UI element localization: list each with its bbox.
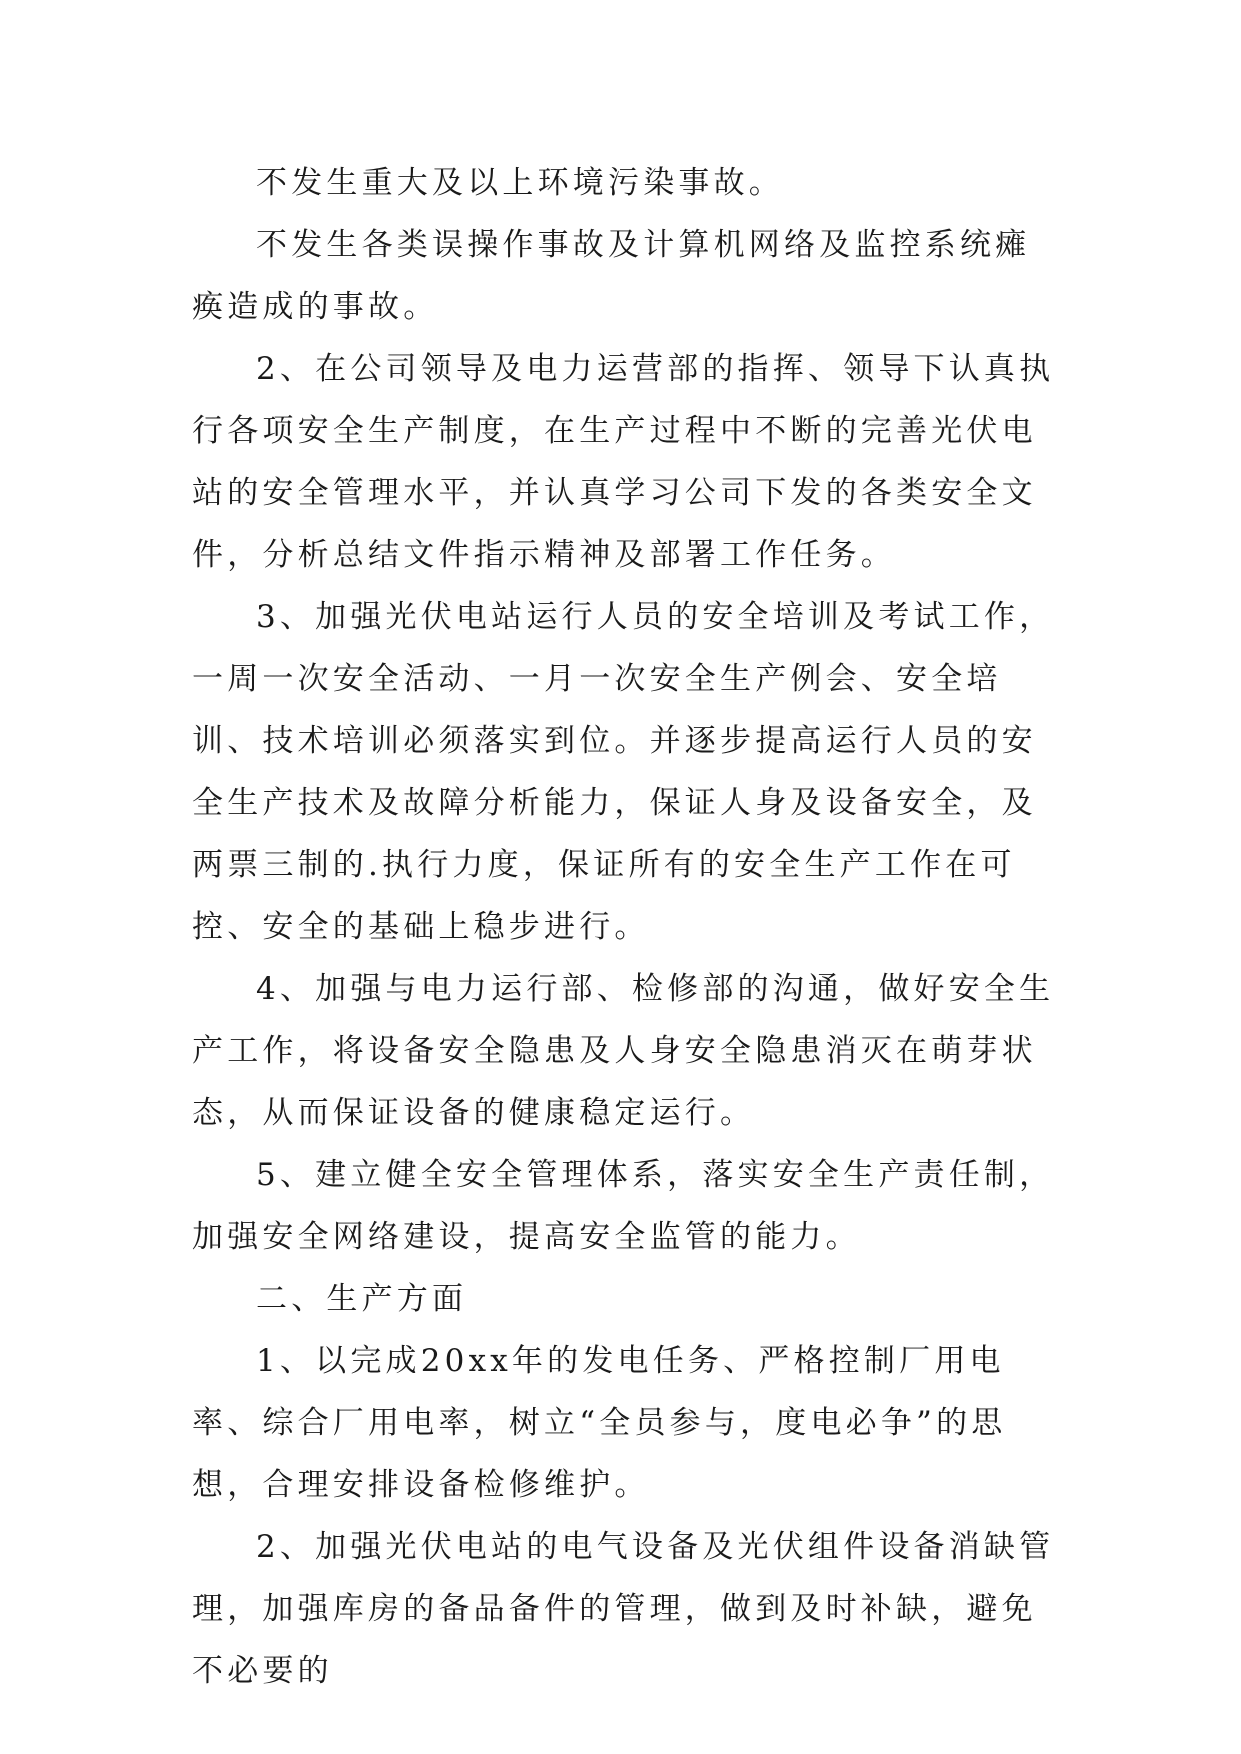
paragraph-1: 不发生重大及以上环境污染事故。 xyxy=(256,165,784,201)
section-heading-production: 二、生产方面 xyxy=(256,1281,468,1317)
paragraph-8: 2、加强光伏电站的电气设备及光伏组件设备消缺管理，加强库房的备品备件的管理，做到及时补缺，避免不必要的 xyxy=(192,1529,1055,1689)
paragraph-7: 1、以完成20xx年的发电任务、严格控制厂用电率、综合厂用电率，树立“全员参与，度电必争”的思想，合理安排设备检修维护。 xyxy=(192,1343,1007,1503)
paragraph-3: 2、在公司领导及电力运营部的指挥、领导下认真执行各项安全生产制度，在生产过程中不断的完善光伏电站的安全管理水平，并认真学习公司下发的各类安全文件，分析总结文件指示精神及部署工作任务。 xyxy=(192,351,1055,573)
paragraph-5: 4、加强与电力运行部、检修部的沟通，做好安全生产工作，将设备安全隐患及人身安全隐患消灭在萌芽状态，从而保证设备的健康稳定运行。 xyxy=(192,971,1055,1131)
paragraph-4: 3、加强光伏电站运行人员的安全培训及考试工作，一周一次安全活动、一月一次安全生产例会、安全培训、技术培训必须落实到位。并逐步提高运行人员的安全生产技术及故障分析能力，保证人身及设备安全，及两票三制的.执行力度，保证所有的安全生产工作在可控、安全的基础上稳步进行。 xyxy=(192,599,1055,945)
paragraph-2: 不发生各类误操作事故及计算机网络及监控系统瘫痪造成的事故。 xyxy=(192,227,1031,325)
paragraph-6: 5、建立健全安全管理体系，落实安全生产责任制，加强安全网络建设，提高安全监管的能力。 xyxy=(192,1157,1055,1255)
document-body xyxy=(192,152,1062,1702)
